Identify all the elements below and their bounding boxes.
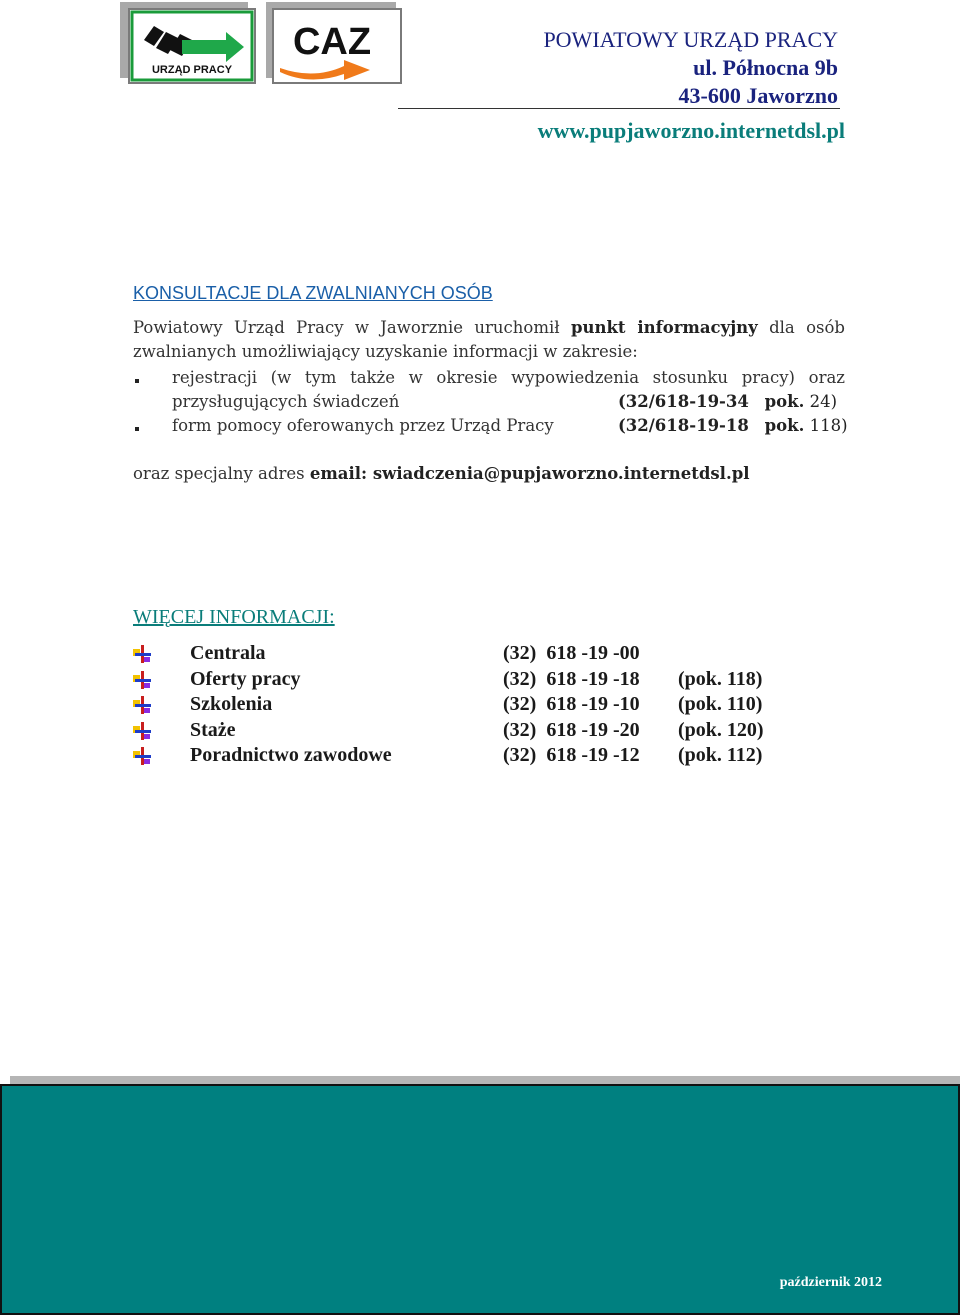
contact-phone: (32) 618 -19 -10	[503, 693, 640, 715]
organization-city: 43-600 Jaworzno	[678, 83, 838, 108]
colored-bullet-icon	[133, 747, 151, 765]
email-address[interactable]: email: swiadczenia@pupjaworzno.internetdsl.pl	[309, 464, 750, 483]
bullet-phone	[618, 390, 837, 414]
room-label: pok.	[764, 416, 805, 435]
caz-arrow-logo-icon	[274, 10, 400, 82]
contact-label: Szkolenia	[190, 693, 273, 715]
room-number: 24)	[804, 392, 838, 411]
intro-text: dla osób zwalnianych umożliwiający uzyskanie informacji w zakresie:	[133, 318, 845, 361]
consultations-heading: KONSULTACJE DLA ZWALNIANYCH OSÓB	[133, 283, 493, 303]
contact-label: Centrala	[190, 642, 266, 664]
urzad-pracy-logo	[128, 8, 256, 84]
contact-phone: (32) 618 -19 -00	[503, 642, 640, 664]
contact-label: Staże	[190, 718, 236, 741]
bullet-text: rejestracji (w tym także w okresie wypowiedzenia stosunku pracy) oraz	[172, 368, 845, 387]
logo-text: URZĄD PRACY	[151, 64, 233, 76]
contact-room: (pok. 118)	[678, 667, 763, 690]
phone-number: (32/618-19-18	[618, 416, 749, 435]
colored-bullet-icon	[133, 671, 151, 689]
contact-row	[133, 719, 833, 744]
intro-emphasis: punkt informacyjny	[570, 318, 758, 337]
contact-room: (pok. 120)	[678, 718, 764, 741]
caz-logo	[272, 8, 402, 84]
contact-row	[133, 642, 833, 667]
header-divider	[398, 108, 840, 109]
contact-label: Oferty pracy	[190, 667, 301, 690]
contact-row	[133, 668, 833, 693]
bullet-icon	[135, 427, 139, 431]
logo-text: CAZ	[292, 21, 372, 63]
contact-room: (pok. 110)	[678, 693, 763, 715]
contact-room: (pok. 112)	[678, 744, 763, 766]
bullet-text: przysługujących świadczeń	[172, 392, 400, 411]
contact-phone: (32) 618 -19 -12	[503, 744, 640, 766]
footer-date: październik 2012	[779, 1275, 882, 1290]
intro-paragraph	[133, 316, 845, 364]
more-info-heading: WIĘCEJ INFORMACJI:	[133, 606, 335, 628]
bullet-text: form pomocy oferowanych przez Urząd Pracy	[172, 416, 554, 435]
organization-address	[543, 26, 838, 110]
cards-arrow-logo-icon	[130, 10, 254, 82]
contact-row	[133, 693, 833, 718]
intro-text: Powiatowy Urząd Pracy w Jaworznie uruchomił	[133, 318, 571, 337]
bullet-phone	[618, 414, 848, 438]
room-label: pok.	[764, 392, 805, 411]
contact-phone: (32) 618 -19 -18	[503, 667, 640, 690]
colored-bullet-icon	[133, 722, 151, 740]
organization-name: POWIATOWY URZĄD PRACY	[543, 27, 838, 52]
phone-number: (32/618-19-34	[618, 392, 749, 411]
contact-row	[133, 744, 833, 769]
email-line	[133, 462, 750, 486]
colored-bullet-icon	[133, 696, 151, 714]
room-number: 118)	[804, 416, 848, 435]
organization-street: ul. Północna 9b	[693, 55, 838, 80]
website-link[interactable]: www.pupjaworzno.internetdsl.pl	[537, 118, 845, 143]
contact-label: Poradnictwo zawodowe	[190, 744, 392, 766]
bullet-icon	[135, 379, 139, 383]
footer-band	[0, 1084, 960, 1315]
contact-phone: (32) 618 -19 -20	[503, 718, 640, 741]
colored-bullet-icon	[133, 645, 151, 663]
email-prefix: oraz specjalny adres	[133, 464, 310, 483]
